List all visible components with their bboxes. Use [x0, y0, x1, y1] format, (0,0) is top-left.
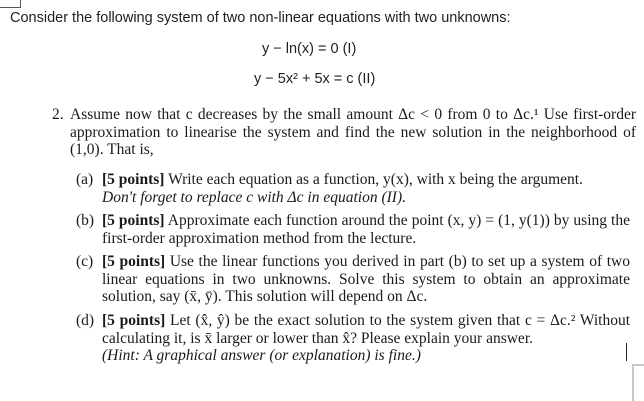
- part-a-text: [102, 171, 630, 206]
- intro-text: Consider the following system of two non-linear equations with two unknowns:: [10, 10, 511, 26]
- part-b-text: [102, 212, 630, 247]
- scrollbar-corner: [632, 364, 644, 401]
- part-c-points: [5 points]: [102, 253, 166, 270]
- part-c-text: [102, 253, 630, 306]
- question-text: Assume now that c decreases by the small amount Δc < 0 from 0 to Δc.¹ Use first-order approximation to linearise the system and find the new solution in the neighborhood of (1,0). That is,: [70, 106, 636, 158]
- part-b-body: Approximate each function around the point (x, y) = (1, y(1)) by using the first-order approximation method from the lecture.: [102, 212, 630, 247]
- part-b-label: (b): [76, 212, 95, 229]
- question-number: 2.: [52, 106, 64, 123]
- part-a-label: (a): [76, 171, 94, 188]
- part-d-hint: (Hint: A graphical answer (or explanation) is fine.): [102, 347, 421, 364]
- part-b-points: [5 points]: [102, 212, 165, 229]
- part-c-body: Use the linear functions you derived in part (b) to set up a system of two linear equations in two unknowns. Solve this system to obtain an approximate solution, say (x̄, ȳ). This solution will depend on Δc.: [102, 253, 630, 305]
- part-a-points: [5 points]: [102, 171, 165, 188]
- equation-two: y − 5x² + 5x = c (II): [254, 71, 376, 87]
- part-c-label: (c): [76, 253, 94, 270]
- part-d-text: [102, 312, 630, 365]
- part-d-label: (d): [76, 312, 95, 329]
- equation-one: y − ln(x) = 0 (I): [262, 41, 357, 57]
- text-cursor: [626, 343, 627, 361]
- part-d-body: Let (x̂, ŷ) be the exact solution to the system given that c = Δc.² Without calculating it, is x̄ larger or lower than x̂? Please explain your answer.: [102, 312, 631, 347]
- part-a-body: Write each equation as a function, y(x), with x being the argument.: [168, 171, 583, 188]
- page-corner-mark: [0, 0, 21, 8]
- part-a-note: Don't forget to replace c with Δc in equation (II).: [102, 188, 406, 206]
- part-d-points: [5 points]: [102, 312, 166, 329]
